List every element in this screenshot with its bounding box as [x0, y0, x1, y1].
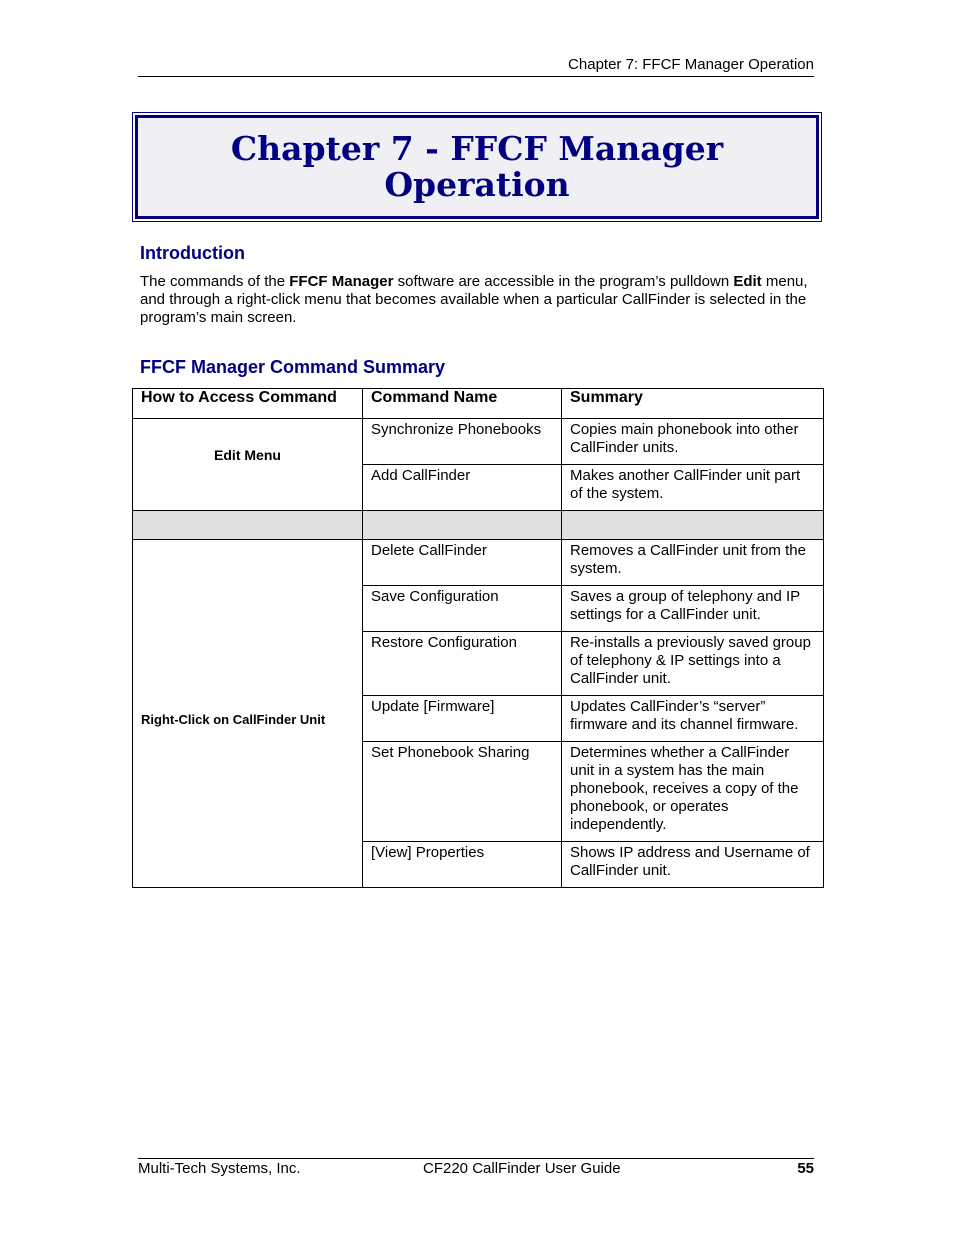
chapter-title-box: [132, 112, 822, 222]
intro-bold-ffcf-manager: FFCF Manager: [289, 273, 394, 290]
command-summary-cell: Saves a group of telephony and IP settings for a CallFinder unit.: [562, 586, 824, 632]
command-summary-cell: Determines whether a CallFinder unit in a system has the main phonebook, receives a copy of the phonebook, or operates independently.: [562, 742, 824, 842]
table-row: [133, 419, 824, 465]
column-header-access: How to Access Command: [133, 389, 363, 419]
command-summary-cell: Makes another CallFinder unit part of the system.: [562, 465, 824, 511]
command-summary-cell: Updates CallFinder’s “server” firmware and its channel firmware.: [562, 696, 824, 742]
command-summary-heading: FFCF Manager Command Summary: [140, 357, 446, 377]
header-rule: [138, 76, 814, 77]
command-name-cell: Add CallFinder: [363, 465, 562, 511]
command-summary-cell: Re-installs a previously saved group of telephony & IP settings into a CallFinder unit.: [562, 632, 824, 696]
spacer-cell: [363, 511, 562, 540]
command-summary-table: [132, 388, 824, 888]
command-summary-cell: Copies main phonebook into other CallFinder units.: [562, 419, 824, 465]
command-name-cell: Restore Configuration: [363, 632, 562, 696]
table-spacer-row: [133, 511, 824, 540]
table-header-row: [133, 389, 824, 419]
command-name-cell: Set Phonebook Sharing: [363, 742, 562, 842]
footer-rule: [138, 1158, 814, 1159]
command-name-cell: Delete CallFinder: [363, 540, 562, 586]
column-header-summary: Summary: [562, 389, 824, 419]
spacer-cell: [562, 511, 824, 540]
intro-text-3: menu, and through a right-click menu that becomes available when a particular CallFinder is selected in the program’s main screen.: [140, 273, 808, 326]
introduction-heading: Introduction: [140, 243, 245, 263]
intro-text-1: The commands of the: [140, 273, 290, 290]
chapter-title-line-2: Operation: [384, 165, 570, 204]
chapter-title: [231, 131, 723, 203]
introduction-paragraph: [140, 273, 820, 327]
column-header-command-name: Command Name: [363, 389, 562, 419]
chapter-title-box-inner: [135, 115, 819, 219]
right-click-group-label: Right-Click on CallFinder Unit: [133, 540, 363, 888]
running-header: Chapter 7: FFCF Manager Operation: [568, 56, 814, 73]
command-name-cell: Update [Firmware]: [363, 696, 562, 742]
intro-text-2: software are accessible in the program’s pulldown: [393, 273, 734, 290]
edit-menu-group-label: Edit Menu: [133, 419, 363, 511]
command-name-cell: Synchronize Phonebooks: [363, 419, 562, 465]
command-summary-cell: Shows IP address and Username of CallFinder unit.: [562, 842, 824, 888]
intro-bold-edit: Edit: [733, 273, 762, 290]
command-summary-cell: Removes a CallFinder unit from the system.: [562, 540, 824, 586]
command-name-cell: Save Configuration: [363, 586, 562, 632]
command-name-cell: [View] Properties: [363, 842, 562, 888]
chapter-title-line-1: Chapter 7 - FFCF Manager: [230, 129, 724, 168]
footer-guide-title: CF220 CallFinder User Guide: [423, 1160, 621, 1177]
footer-company: Multi-Tech Systems, Inc.: [138, 1160, 301, 1177]
spacer-cell: [133, 511, 363, 540]
footer-page-number: 55: [797, 1160, 814, 1177]
table-row: [133, 540, 824, 586]
